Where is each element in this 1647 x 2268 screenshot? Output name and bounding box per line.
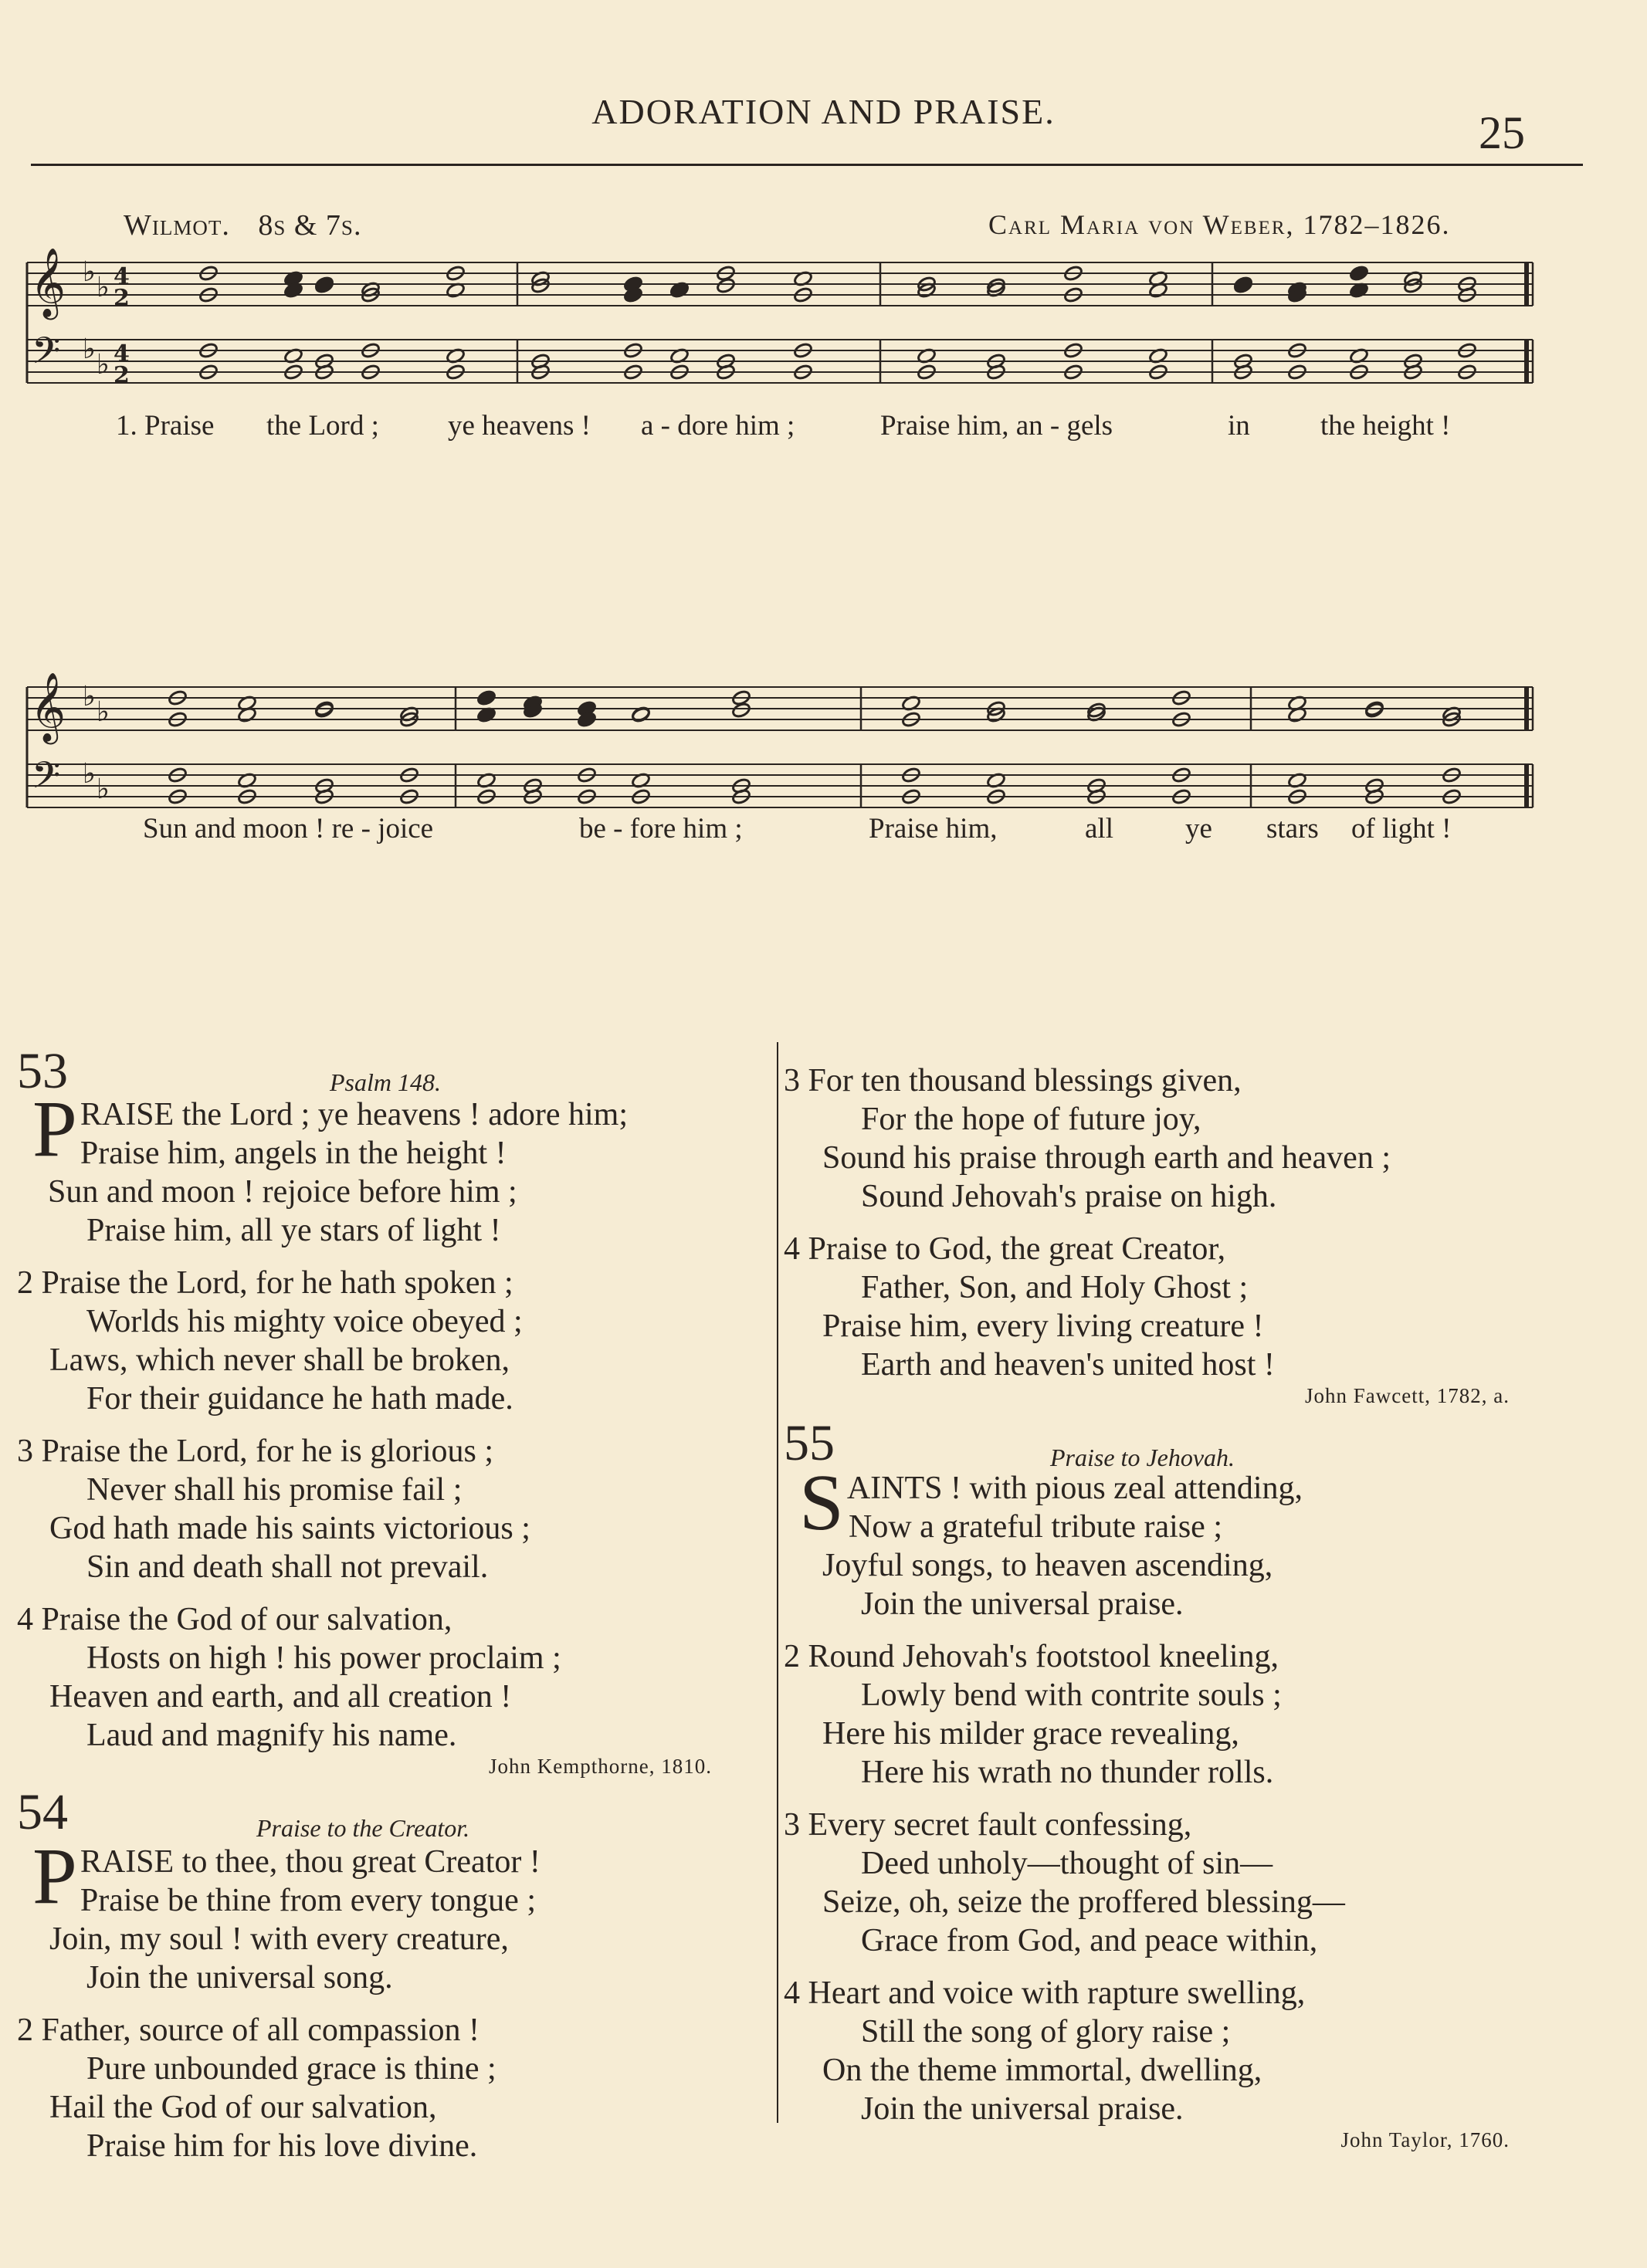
verse-line: Laws, which never shall be broken, bbox=[49, 1342, 510, 1378]
hymn-55-verse-4 bbox=[784, 1974, 1602, 2128]
flat-sign: ♭ bbox=[83, 333, 96, 365]
page-number: 25 bbox=[1479, 107, 1525, 158]
flat-sign: ♭ bbox=[97, 696, 110, 728]
hymn-53-verse-2 bbox=[17, 1264, 766, 1418]
hymn-53-verse-4 bbox=[17, 1600, 766, 1755]
verse-line: God hath made his saints victorious ; bbox=[49, 1511, 530, 1546]
running-title: ADORATION AND PRAISE. bbox=[591, 92, 1056, 131]
verse-line: Deed unholy—thought of sin— bbox=[861, 1846, 1273, 1881]
header-rule bbox=[31, 164, 1583, 166]
verse-line: Grace from God, and peace within, bbox=[861, 1923, 1318, 1958]
verse-line: Hail the God of our salvation, bbox=[49, 2090, 437, 2125]
verse-number: 4 bbox=[17, 1602, 33, 1637]
verse-line: Earth and heaven's united host ! bbox=[861, 1347, 1275, 1383]
verse-line: Father, Son, and Holy Ghost ; bbox=[861, 1270, 1249, 1305]
hymn-54-verse-1 bbox=[17, 1832, 766, 1997]
flat-sign: ♭ bbox=[97, 349, 110, 381]
music-score bbox=[0, 247, 1647, 1004]
verse-line: Join, my soul ! with every creature, bbox=[49, 1921, 509, 1957]
hymn-number: 53 bbox=[17, 1043, 68, 1099]
verse-line: Worlds his mighty voice obeyed ; bbox=[86, 1304, 523, 1339]
flat-sign: ♭ bbox=[83, 758, 96, 790]
hymn-53-verse-3 bbox=[17, 1432, 766, 1586]
lyric-syllable: in bbox=[1228, 410, 1250, 442]
hymn-54-verse-3 bbox=[784, 1061, 1602, 1216]
verse-line: For the hope of future joy, bbox=[861, 1102, 1201, 1137]
lyric-syllable: a - dore him ; bbox=[641, 410, 795, 442]
note-head bbox=[476, 689, 496, 706]
verse-line: Round Jehovah's footstool kneeling, bbox=[808, 1639, 1279, 1674]
verse-line: Praise be thine from every tongue ; bbox=[80, 1883, 536, 1918]
verse-line: Praise the Lord, for he hath spoken ; bbox=[41, 1265, 513, 1301]
hymn-53-verse-1 bbox=[17, 1085, 766, 1250]
hymn-55-verse-1 bbox=[784, 1458, 1602, 1623]
right-column bbox=[784, 1061, 1602, 2151]
verse-line: Praise him, every living creature ! bbox=[822, 1308, 1264, 1344]
note-head bbox=[314, 702, 334, 719]
verse-line: AINTS ! with pious zeal attending, bbox=[846, 1471, 1303, 1506]
verse-line: Laud and magnify his name. bbox=[86, 1718, 457, 1753]
verse-number: 2 bbox=[17, 1265, 33, 1301]
verse-line: Praise him, all ye stars of light ! bbox=[86, 1213, 501, 1248]
verse-line: Still the song of glory raise ; bbox=[861, 2014, 1231, 2050]
verse-line: Heaven and earth, and all creation ! bbox=[49, 1679, 512, 1715]
hymn-title: Psalm 148. bbox=[330, 1068, 441, 1096]
verse-line: Pure unbounded grace is thine ; bbox=[86, 2051, 496, 2087]
treble-clef: 𝄞 bbox=[30, 672, 66, 742]
note-head bbox=[1233, 277, 1253, 294]
hymn-54-verse-2 bbox=[17, 2011, 766, 2165]
flat-sign: ♭ bbox=[97, 773, 110, 805]
bass-clef: 𝄢 bbox=[32, 329, 61, 381]
verse-line: Hosts on high ! his power proclaim ; bbox=[86, 1640, 561, 1676]
composer-credit: Carl Maria von Weber, 1782–1826. bbox=[988, 209, 1451, 240]
hymn-54-heading bbox=[17, 1784, 766, 1843]
verse-number: 3 bbox=[784, 1807, 800, 1843]
drop-cap: P bbox=[32, 1085, 77, 1173]
verse-line: Join the universal song. bbox=[86, 1960, 393, 1996]
verse-line: Lowly bend with contrite souls ; bbox=[861, 1677, 1282, 1713]
verse-line: RAISE to thee, thou great Creator ! bbox=[80, 1844, 541, 1880]
tune-name: Wilmot. bbox=[124, 209, 230, 242]
note-head bbox=[1349, 265, 1369, 282]
lyric-syllable: Sun and moon ! re - joice bbox=[143, 813, 434, 845]
left-column bbox=[17, 1043, 766, 2165]
verse-line: Join the universal praise. bbox=[861, 1586, 1184, 1622]
lyric-syllable: Praise him, an - gels bbox=[880, 410, 1113, 442]
time-signature-top: 4 bbox=[114, 263, 130, 290]
hymn-number: 54 bbox=[17, 1784, 68, 1840]
flat-sign: ♭ bbox=[97, 272, 110, 303]
hymn-title: Praise to the Creator. bbox=[256, 1814, 470, 1842]
hymn-55-heading bbox=[784, 1415, 1602, 1471]
time-signature-top: 4 bbox=[114, 340, 130, 367]
hymn-author: John Taylor, 1760. bbox=[1340, 2128, 1510, 2151]
verse-line: Joyful songs, to heaven ascending, bbox=[822, 1548, 1273, 1583]
verse-line: Praise the Lord, for he is glorious ; bbox=[41, 1434, 494, 1469]
tune-meter: 8s & 7s. bbox=[258, 209, 362, 242]
hymn-author: John Kempthorne, 1810. bbox=[489, 1755, 712, 1778]
verse-number: 2 bbox=[784, 1639, 800, 1674]
verse-line: Sin and death shall not prevail. bbox=[86, 1549, 489, 1585]
verse-line: On the theme immortal, dwelling, bbox=[822, 2053, 1262, 2088]
note-head bbox=[314, 277, 334, 294]
verse-line: Sun and moon ! rejoice before him ; bbox=[48, 1174, 517, 1210]
verse-line: Heart and voice with rapture swelling, bbox=[808, 1975, 1306, 2011]
verse-line: Sound Jehovah's praise on high. bbox=[861, 1179, 1277, 1214]
bass-clef: 𝄢 bbox=[32, 753, 61, 806]
verse-line: Seize, oh, seize the proffered blessing— bbox=[822, 1884, 1345, 1920]
lyric-syllable: Praise him, bbox=[869, 813, 998, 845]
verse-number: 3 bbox=[17, 1434, 33, 1469]
lyric-syllable: the Lord ; bbox=[266, 410, 379, 442]
tune-heading bbox=[124, 208, 361, 242]
hymn-title: Praise to Jehovah. bbox=[1050, 1444, 1235, 1471]
verse-line: For ten thousand blessings given, bbox=[808, 1063, 1242, 1098]
verse-line: Here his milder grace revealing, bbox=[822, 1716, 1239, 1752]
treble-clef: 𝄞 bbox=[30, 248, 66, 317]
flat-sign: ♭ bbox=[83, 681, 96, 713]
verse-line: Every secret fault confessing, bbox=[808, 1807, 1192, 1843]
verse-line: Sound his praise through earth and heaven ; bbox=[822, 1140, 1391, 1176]
lyric-syllable: ye bbox=[1185, 813, 1212, 845]
lyric-syllable: stars bbox=[1266, 813, 1319, 845]
verse-line: Praise the God of our salvation, bbox=[41, 1602, 452, 1637]
hymn-55-verse-3 bbox=[784, 1806, 1602, 1960]
verse-line: Praise him for his love divine. bbox=[86, 2128, 478, 2164]
note-head bbox=[731, 702, 751, 719]
verse-line: For their guidance he hath made. bbox=[86, 1381, 513, 1417]
column-divider bbox=[777, 1042, 778, 2123]
verse-number: 4 bbox=[784, 1975, 800, 2011]
verse-line: Now a grateful tribute raise ; bbox=[849, 1509, 1222, 1545]
hymn-number: 55 bbox=[784, 1415, 835, 1471]
verse-line: Praise to God, the great Creator, bbox=[808, 1231, 1226, 1267]
verse-number: 3 bbox=[784, 1063, 800, 1098]
lyric-syllable: of light ! bbox=[1351, 813, 1452, 845]
lyric-syllable: the height ! bbox=[1320, 410, 1451, 442]
verse-line: Father, source of all compassion ! bbox=[41, 2012, 480, 2048]
drop-cap: P bbox=[32, 1832, 77, 1921]
verse-line: RAISE the Lord ; ye heavens ! adore him; bbox=[80, 1097, 628, 1132]
hymn-author: John Fawcett, 1782, a. bbox=[1305, 1384, 1510, 1407]
hymn-55-verse-2 bbox=[784, 1637, 1602, 1792]
verse-line: Praise him, angels in the height ! bbox=[80, 1136, 507, 1171]
hymn-54-verse-4 bbox=[784, 1230, 1602, 1384]
drop-cap: S bbox=[799, 1458, 844, 1547]
lyric-syllable: 1. Praise bbox=[116, 410, 215, 442]
flat-sign: ♭ bbox=[83, 256, 96, 288]
verse-number: 4 bbox=[784, 1231, 800, 1267]
lyric-syllable: be - fore him ; bbox=[579, 813, 743, 845]
verse-line: Never shall his promise fail ; bbox=[86, 1472, 463, 1508]
verse-number: 2 bbox=[17, 2012, 33, 2048]
lyric-syllable: ye heavens ! bbox=[448, 410, 591, 442]
time-signature-bottom: 2 bbox=[114, 362, 130, 389]
time-signature-bottom: 2 bbox=[114, 285, 130, 312]
note-head bbox=[716, 277, 736, 294]
hymn-53-heading bbox=[17, 1043, 766, 1099]
note-head bbox=[1364, 702, 1384, 719]
verse-line: Here his wrath no thunder rolls. bbox=[861, 1755, 1274, 1790]
lyric-syllable: all bbox=[1085, 813, 1113, 845]
verse-line: Join the universal praise. bbox=[861, 2091, 1184, 2127]
